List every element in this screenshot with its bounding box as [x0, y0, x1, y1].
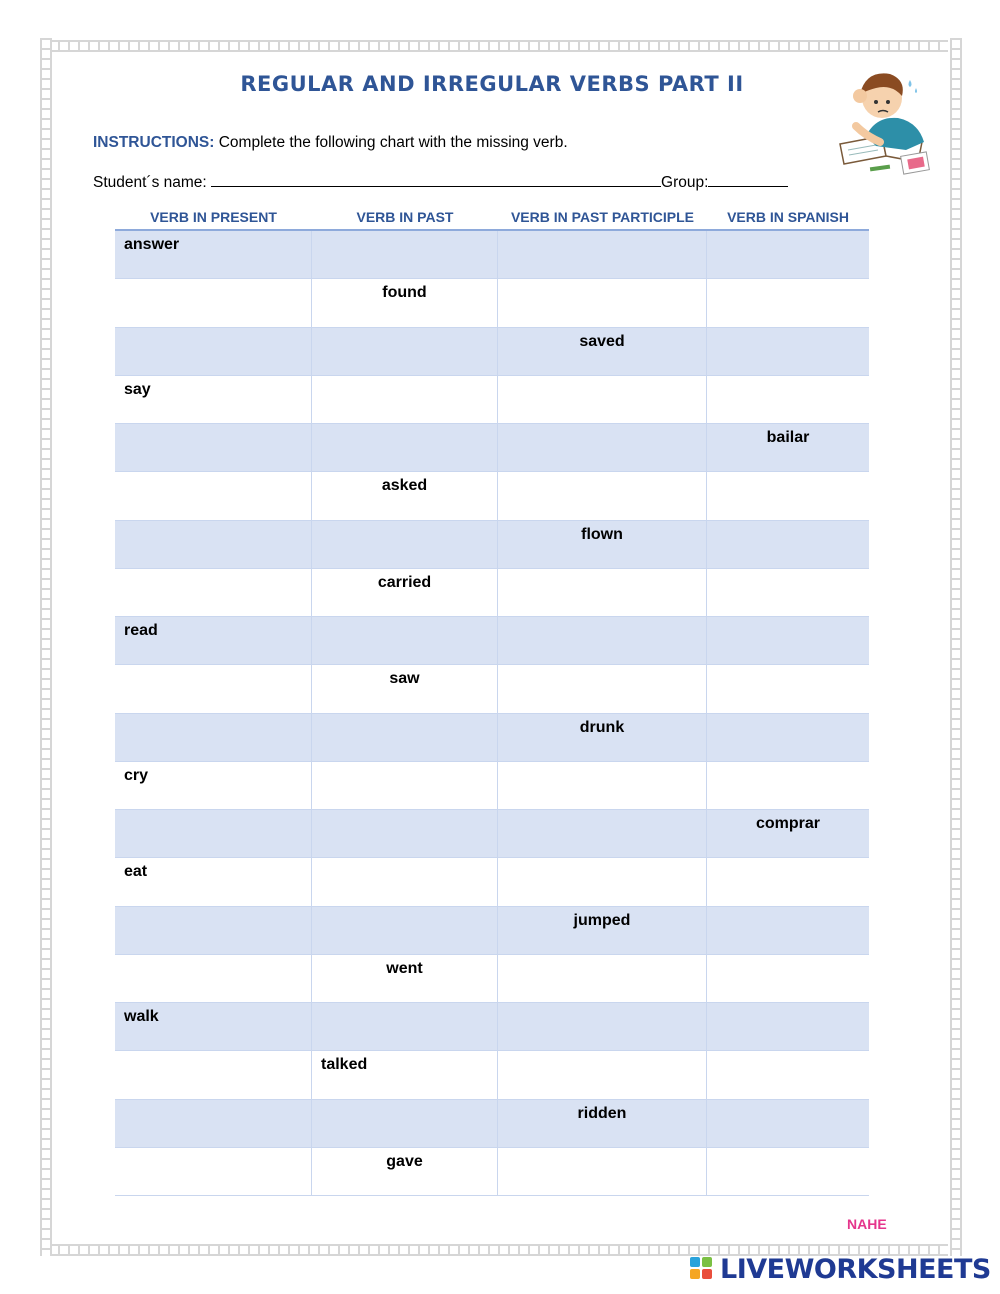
- cell-present[interactable]: [115, 279, 312, 326]
- header-past: VERB IN PAST: [356, 209, 454, 225]
- table-row: [115, 762, 869, 810]
- cell-past-participle[interactable]: [498, 955, 707, 1002]
- cell-present: say: [115, 376, 312, 423]
- cell-spanish: comprar: [755, 815, 821, 832]
- cell-past-participle: flown: [498, 521, 707, 568]
- cell-past-participle[interactable]: [498, 424, 707, 471]
- cell-past-participle[interactable]: [498, 376, 707, 423]
- cell-spanish[interactable]: [707, 279, 869, 326]
- cell-past-participle[interactable]: [498, 810, 707, 857]
- cell-present[interactable]: [115, 907, 312, 954]
- cell-past-participle[interactable]: [498, 665, 707, 712]
- cell-present[interactable]: [115, 810, 312, 857]
- cell-past-participle[interactable]: [498, 472, 707, 519]
- cell-spanish[interactable]: [707, 665, 869, 712]
- cell-past-participle[interactable]: [498, 617, 707, 664]
- table-row: [115, 231, 869, 279]
- cell-past[interactable]: [312, 328, 498, 375]
- cell-spanish: bailar: [766, 429, 810, 446]
- table-row: [115, 858, 869, 906]
- cell-spanish[interactable]: [707, 1003, 869, 1050]
- cell-present: cry: [115, 762, 312, 809]
- cell-present[interactable]: [115, 1100, 312, 1147]
- cell-spanish[interactable]: [707, 231, 869, 278]
- student-name-label: Student´s name:: [93, 174, 212, 191]
- table-row: [115, 1051, 869, 1099]
- table-row: [115, 714, 869, 762]
- cell-present[interactable]: [115, 1051, 312, 1098]
- cell-past[interactable]: [312, 810, 498, 857]
- cell-present: walk: [115, 1003, 312, 1050]
- cell-spanish[interactable]: [707, 472, 869, 519]
- cell-past-participle[interactable]: [498, 1051, 707, 1098]
- table-row: [115, 810, 869, 858]
- cell-present[interactable]: [115, 665, 312, 712]
- worksheet-title: REGULAR AND IRREGULAR VERBS PART II: [240, 72, 744, 96]
- cell-present[interactable]: [115, 1148, 312, 1195]
- cell-present: answer: [115, 231, 312, 278]
- cell-past: went: [312, 955, 498, 1002]
- cell-present: eat: [115, 858, 312, 905]
- cell-spanish[interactable]: [707, 762, 869, 809]
- cell-past: carried: [312, 569, 498, 616]
- cell-present[interactable]: [115, 521, 312, 568]
- instructions: [93, 134, 568, 152]
- table-row: [115, 907, 869, 955]
- liveworksheets-brand: [690, 1254, 991, 1284]
- cell-past[interactable]: [312, 424, 498, 471]
- table-row: [115, 472, 869, 520]
- author-signature: NAHE: [847, 1216, 887, 1232]
- student-name-blank[interactable]: [211, 172, 661, 187]
- table-header: [115, 205, 869, 231]
- table-row: [115, 1003, 869, 1051]
- cell-spanish[interactable]: [707, 714, 869, 761]
- cell-present[interactable]: [115, 328, 312, 375]
- cell-past[interactable]: [312, 617, 498, 664]
- cell-present[interactable]: [115, 424, 312, 471]
- table-row: [115, 424, 869, 472]
- verbs-table: [115, 205, 869, 1196]
- cell-spanish[interactable]: [707, 376, 869, 423]
- cell-past-participle[interactable]: [498, 279, 707, 326]
- cell-past-participle[interactable]: [498, 858, 707, 905]
- cell-spanish[interactable]: [707, 1051, 869, 1098]
- cell-spanish[interactable]: [707, 1148, 869, 1195]
- cell-past[interactable]: [312, 762, 498, 809]
- table-row: [115, 279, 869, 327]
- cell-past-participle: jumped: [498, 907, 707, 954]
- table-row: [115, 955, 869, 1003]
- cell-past: gave: [312, 1148, 498, 1195]
- cell-past-participle[interactable]: [498, 1003, 707, 1050]
- table-row: [115, 376, 869, 424]
- instructions-text: Complete the following chart with the missing verb.: [214, 134, 568, 151]
- table-row: [115, 1100, 869, 1148]
- cell-present[interactable]: [115, 472, 312, 519]
- studying-kid-illustration: [836, 66, 936, 182]
- group-blank[interactable]: [708, 172, 788, 187]
- cell-spanish[interactable]: [707, 328, 869, 375]
- cell-past-participle[interactable]: [498, 1148, 707, 1195]
- cell-past[interactable]: [312, 907, 498, 954]
- table-row: [115, 665, 869, 713]
- liveworksheets-name: LIVEWORKSHEETS: [720, 1253, 991, 1285]
- cell-present[interactable]: [115, 955, 312, 1002]
- cell-spanish[interactable]: [707, 1100, 869, 1147]
- cell-present: read: [115, 617, 312, 664]
- cell-past[interactable]: [312, 521, 498, 568]
- cell-past-participle[interactable]: [498, 762, 707, 809]
- cell-spanish[interactable]: [707, 858, 869, 905]
- cell-past-participle: drunk: [498, 714, 707, 761]
- table-row: [115, 569, 869, 617]
- border-right: [948, 38, 962, 1256]
- cell-spanish[interactable]: [707, 569, 869, 616]
- cell-present[interactable]: [115, 714, 312, 761]
- border-left: [38, 38, 52, 1256]
- cell-spanish[interactable]: [707, 617, 869, 664]
- cell-past-participle[interactable]: [498, 569, 707, 616]
- cell-past: talked: [312, 1051, 498, 1098]
- cell-past[interactable]: [312, 376, 498, 423]
- cell-spanish[interactable]: [707, 955, 869, 1002]
- table-row: [115, 1148, 869, 1196]
- liveworksheets-logo-icon: [690, 1257, 716, 1281]
- table-row: [115, 521, 869, 569]
- cell-spanish[interactable]: [707, 521, 869, 568]
- cell-past: found: [312, 279, 498, 326]
- header-present: VERB IN PRESENT: [150, 209, 277, 225]
- cell-past[interactable]: [312, 1100, 498, 1147]
- group-label: Group:: [661, 174, 709, 191]
- table-body: [115, 231, 869, 1196]
- cell-past-participle: saved: [498, 328, 707, 375]
- cell-past[interactable]: [312, 714, 498, 761]
- table-row: [115, 328, 869, 376]
- instructions-label: INSTRUCTIONS:: [93, 134, 215, 151]
- header-past-participle: VERB IN PAST PARTICIPLE: [510, 209, 695, 225]
- table-row: [115, 617, 869, 665]
- cell-past[interactable]: [312, 858, 498, 905]
- cell-past[interactable]: [312, 1003, 498, 1050]
- header-spanish: VERB IN SPANISH: [727, 209, 849, 225]
- cell-past-participle[interactable]: [498, 231, 707, 278]
- border-top: [38, 38, 962, 52]
- student-info-line: [93, 172, 788, 192]
- cell-past: saw: [312, 665, 498, 712]
- cell-past: asked: [312, 472, 498, 519]
- cell-present[interactable]: [115, 569, 312, 616]
- cell-spanish[interactable]: [707, 907, 869, 954]
- cell-past-participle: ridden: [498, 1100, 707, 1147]
- cell-past[interactable]: [312, 231, 498, 278]
